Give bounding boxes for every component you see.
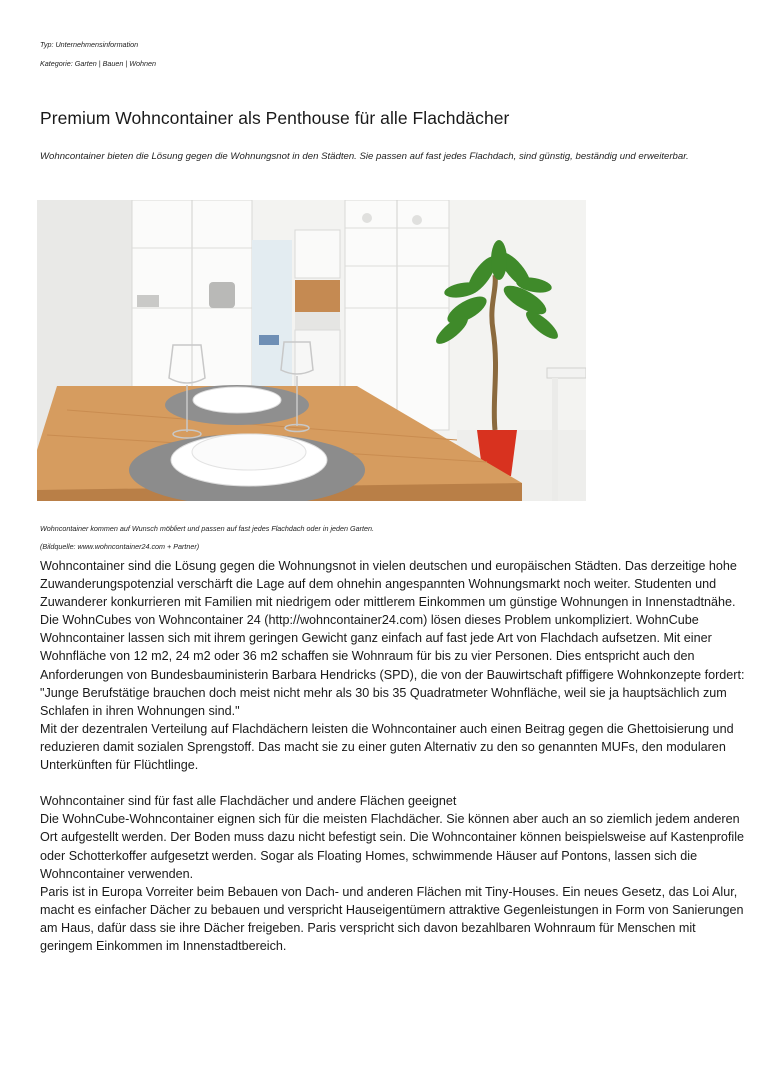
article-body <box>40 557 745 955</box>
article-photo <box>37 200 586 501</box>
paragraph: Mit der dezentralen Verteilung auf Flachdächern leisten die Wohncontainer auch einen Beitrag gegen die Ghettoisierung und reduzieren damit sozialen Sprengstoff. Das macht sie zu einer guten Alternativ zu den so genannten MUFs, den modularen Unterkünften für Flüchtlinge. <box>40 721 734 773</box>
article-title: Premium Wohncontainer als Penthouse für alle Flachdächer <box>40 108 510 128</box>
document-type: Typ: Unternehmensinformation <box>40 40 139 49</box>
paragraph: Die WohnCubes von Wohncontainer 24 (http://wohncontainer24.com) lösen dieses Problem unkompliziert. WohnCube Wohncontainer lassen sich mit ihrem geringen Gewicht ganz einfach auf fast jede Art von Flachdach aufsetzen. Mit einer Wohnfläche von 12 m2, 24 m2 oder 36 m2 schaffen sie Wohnraum für bis zu vier Personen. Dies entspricht auch den Anforderungen von Bundesbauministerin Barbara Hendricks (SPD), die von der Bauwirtschaft pfiffigere Wohnkonzepte fordert: "Junge Berufstätige brauchen doch meist nicht mehr als 30 bis 35 Quadratmeter Wohnfläche, weil sie ja hauptsächlich zum Schlafen in ihren Wohnungen sind." <box>40 613 745 718</box>
document-category: Kategorie: Garten | Bauen | Wohnen <box>40 59 157 68</box>
image-source: (Bildquelle: www.wohncontainer24.com + Partner) <box>40 542 200 551</box>
article-lead: Wohncontainer bieten die Lösung gegen die Wohnungsnot in den Städten. Sie passen auf fast jedes Flachdach, sind günstig, beständig und erweiterbar. <box>40 151 689 162</box>
image-caption: Wohncontainer kommen auf Wunsch möbliert und passen auf fast jedes Flachdach oder in jeden Garten. <box>40 524 375 533</box>
paragraph: Paris ist in Europa Vorreiter beim Bebauen von Dach- und anderen Flächen mit Tiny-Houses. Ein neues Gesetz, das Loi Alur, macht es einfacher Dächer zu bebauen und verspricht Hauseigentümern attraktive Gegenleistungen in Form von Sanierungen am Haus, dafür dass sie ihre Dächer freigeben. Paris verspricht sich davon bezahlbaren Wohnraum für Menschen mit geringem Einkommen im Innenstadtbereich. <box>40 884 744 953</box>
kitchen-dining-illustration <box>37 200 586 501</box>
paragraph: Die WohnCube-Wohncontainer eignen sich für die meisten Flachdächer. Sie können aber auch an so ziemlich jedem anderen Ort aufgestellt werden. Der Boden muss dazu nicht befestigt sein. Die Wohncontainer können beispielsweise auf Kastenprofile oder Schotterkoffer aufgesetzt werden. Sogar als Floating Homes, schwimmende Häuser auf Pontons, lassen sich die Wohncontainer verwenden. <box>40 812 745 881</box>
paragraph-spacer <box>40 774 745 792</box>
paragraph: Wohncontainer sind die Lösung gegen die Wohnungsnot in vielen deutschen und europäischen Städten. Das derzeitige hohe Zuwanderungspotenzial verschärft die Lage auf dem ohnehin angespannten Wohnungsmarkt noch weiter. Studenten und Zuwanderer konkurrieren mit Familien mit niedrigem oder mittlerem Einkommen um günstige Wohnungen in Innenstadtnähe. <box>40 559 737 610</box>
section-subheading: Wohncontainer sind für fast alle Flachdächer und andere Flächen geeignet <box>40 794 457 809</box>
